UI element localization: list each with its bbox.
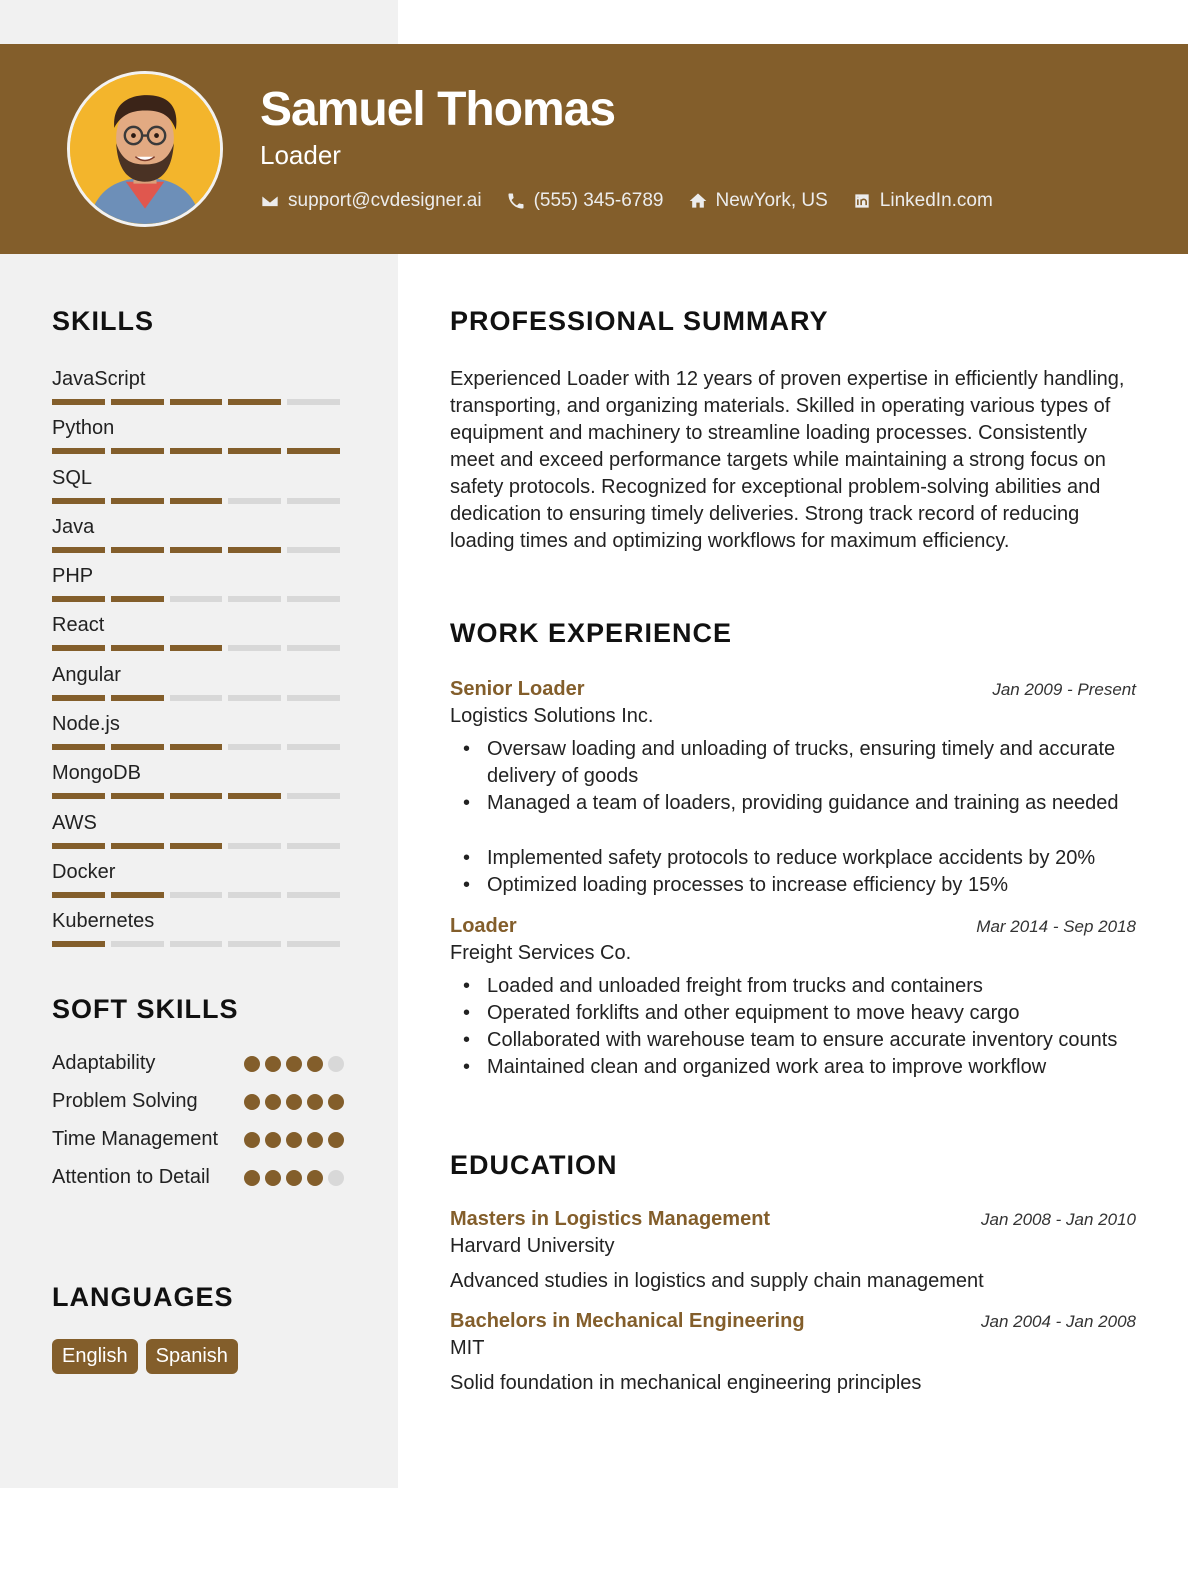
skill-level-segment (52, 399, 105, 405)
skill-level-segment (170, 941, 223, 947)
skill-level-segment (52, 892, 105, 898)
education-entry (450, 1310, 1136, 1395)
skill-item (52, 859, 344, 908)
skill-level-segment (287, 448, 340, 454)
skill-level-bar (52, 448, 344, 454)
candidate-title: Loader (260, 140, 341, 170)
home-icon (688, 191, 708, 211)
skill-level-segment (228, 744, 281, 750)
linkedin-icon (852, 191, 872, 211)
skill-level-segment (52, 843, 105, 849)
skill-level-segment (228, 645, 281, 651)
job-bullet: • Oversaw loading and unloading of trucks, ensuring timely and accurate delivery of goods (450, 736, 1136, 790)
job-bullet: • Operated forklifts and other equipment to move heavy cargo (450, 1000, 1136, 1027)
skill-level-segment (52, 498, 105, 504)
skill-item (52, 612, 344, 661)
skill-level-segment (52, 596, 105, 602)
phone-icon (506, 191, 526, 211)
skill-level-segment (228, 843, 281, 849)
contact-phone-text: (555) 345-6789 (533, 190, 664, 211)
skill-level-segment (111, 399, 164, 405)
skill-level-segment (111, 892, 164, 898)
rating-dot (244, 1056, 260, 1072)
skill-level-segment (170, 793, 223, 799)
skills-list (52, 366, 344, 958)
job-dates: Jan 2009 - Present (992, 680, 1136, 699)
job-bullet: • Implemented safety protocols to reduce workplace accidents by 20% (450, 845, 1136, 872)
rating-dot (265, 1170, 281, 1186)
degree-title: Bachelors in Mechanical Engineering (450, 1310, 805, 1332)
education-dates: Jan 2004 - Jan 2008 (980, 1312, 1136, 1331)
avatar-illustration (70, 74, 220, 224)
skill-level-segment (287, 843, 340, 849)
skill-level-segment (287, 695, 340, 701)
education-dates: Jan 2008 - Jan 2010 (980, 1210, 1136, 1229)
school-name: Harvard University (450, 1235, 615, 1257)
language-badge: Spanish (146, 1339, 238, 1374)
skill-item (52, 760, 344, 809)
skill-level-segment (228, 547, 281, 553)
skill-level-bar (52, 645, 344, 651)
job-bullet: • Optimized loading processes to increase efficiency by 15% (450, 872, 1136, 899)
skill-level-segment (228, 448, 281, 454)
rating-dot (265, 1132, 281, 1148)
soft-skill-item (52, 1088, 344, 1114)
job-dates: Mar 2014 - Sep 2018 (976, 917, 1136, 936)
summary-heading: PROFESSIONAL SUMMARY (450, 306, 829, 336)
skill-item (52, 810, 344, 859)
job-entry (450, 678, 1136, 899)
skill-level-segment (170, 498, 223, 504)
skill-level-segment (170, 645, 223, 651)
skill-level-segment (170, 399, 223, 405)
rating-dot (265, 1056, 281, 1072)
education-heading: EDUCATION (450, 1150, 618, 1180)
skill-level-segment (170, 892, 223, 898)
skill-level-segment (111, 941, 164, 947)
skill-name: Node.js (52, 713, 120, 736)
skill-level-segment (111, 793, 164, 799)
skill-level-segment (170, 448, 223, 454)
soft-skill-rating (244, 1170, 344, 1186)
skill-name: Docker (52, 860, 116, 883)
job-title: Senior Loader (450, 678, 585, 700)
skill-name: AWS (52, 811, 97, 834)
soft-skill-item (52, 1164, 344, 1190)
skill-level-segment (111, 843, 164, 849)
skill-level-segment (52, 793, 105, 799)
skill-name: Java (52, 515, 95, 538)
skill-level-segment (287, 498, 340, 504)
rating-dot (307, 1170, 323, 1186)
job-bullets (450, 973, 1136, 1081)
rating-dot (307, 1132, 323, 1148)
skill-level-segment (287, 892, 340, 898)
education-entry (450, 1208, 1136, 1293)
rating-dot (244, 1170, 260, 1186)
skill-level-bar (52, 744, 344, 750)
skill-level-segment (170, 596, 223, 602)
skill-level-segment (228, 695, 281, 701)
rating-dot (286, 1170, 302, 1186)
degree-title: Masters in Logistics Management (450, 1208, 771, 1230)
soft-skill-item (52, 1126, 344, 1152)
education-description: Advanced studies in logistics and supply chain management (450, 1270, 984, 1292)
skill-level-segment (287, 744, 340, 750)
skill-level-bar (52, 695, 344, 701)
job-bullet: • Managed a team of loaders, providing guidance and training as needed (450, 790, 1136, 817)
languages-heading: LANGUAGES (52, 1282, 234, 1312)
skill-name: Python (52, 417, 115, 440)
skill-level-segment (287, 547, 340, 553)
skills-heading: SKILLS (52, 306, 155, 336)
skill-level-segment (228, 498, 281, 504)
soft-skill-rating (244, 1094, 344, 1110)
skill-item (52, 366, 344, 415)
job-bullet: • Maintained clean and organized work area to improve workflow (450, 1054, 1136, 1081)
skill-level-bar (52, 399, 344, 405)
skill-level-segment (52, 547, 105, 553)
skill-level-segment (228, 399, 281, 405)
skill-level-segment (287, 941, 340, 947)
contact-phone[interactable] (506, 190, 664, 212)
summary-text: Experienced Loader with 12 years of proven expertise in efficiently handling, transporting, and organizing materials. Skilled in operating various types of equipment and machinery to streamline loading processes. Consistently meet and exceed performance targets while maintaining a strong focus on safety protocols. Recognized for exceptional problem-solving abilities and dedication to ensuring timely deliveries. Strong track record of reducing loading times and optimizing workflows for maximum efficiency. (450, 368, 1125, 552)
skill-item (52, 514, 344, 563)
school-name: MIT (450, 1337, 485, 1359)
candidate-name: Samuel Thomas (260, 83, 616, 136)
soft-skills-list (52, 1050, 344, 1202)
contact-info (260, 190, 1017, 212)
experience-heading: WORK EXPERIENCE (450, 618, 733, 648)
skill-name: Angular (52, 663, 121, 686)
contact-email-text: support@cvdesigner.ai (288, 190, 482, 211)
skill-level-segment (111, 645, 164, 651)
skill-level-bar (52, 547, 344, 553)
skill-level-segment (111, 695, 164, 701)
skill-level-segment (170, 744, 223, 750)
education-description: Solid foundation in mechanical engineering principles (450, 1372, 922, 1394)
soft-skill-rating (244, 1056, 344, 1072)
rating-dot (286, 1056, 302, 1072)
skill-level-segment (228, 941, 281, 947)
contact-location (688, 190, 828, 212)
envelope-icon (260, 191, 280, 211)
skill-level-segment (228, 793, 281, 799)
skill-level-segment (52, 645, 105, 651)
skill-level-segment (111, 596, 164, 602)
skill-level-segment (111, 498, 164, 504)
job-entry (450, 915, 1136, 1081)
soft-skill-name: Attention to Detail (52, 1166, 210, 1188)
skill-name: JavaScript (52, 368, 146, 390)
rating-dot (244, 1132, 260, 1148)
skill-level-bar (52, 596, 344, 602)
skill-level-segment (228, 596, 281, 602)
skill-level-segment (228, 892, 281, 898)
soft-skills-heading: SOFT SKILLS (52, 994, 239, 1024)
skill-level-segment (287, 399, 340, 405)
rating-dot (307, 1056, 323, 1072)
skill-level-segment (52, 448, 105, 454)
skill-level-segment (52, 695, 105, 701)
skill-name: PHP (52, 565, 94, 588)
skill-item (52, 711, 344, 760)
rating-dot (265, 1094, 281, 1110)
languages-list (52, 1339, 238, 1374)
job-company: Logistics Solutions Inc. (450, 705, 654, 727)
job-bullet: • Collaborated with warehouse team to ensure accurate inventory counts (450, 1027, 1136, 1054)
language-badge: English (52, 1339, 138, 1374)
skill-level-segment (52, 744, 105, 750)
rating-dot (328, 1170, 344, 1186)
rating-dot (307, 1094, 323, 1110)
soft-skill-name: Time Management (52, 1128, 218, 1150)
rating-dot (328, 1056, 344, 1072)
contact-email[interactable] (260, 190, 482, 212)
rating-dot (244, 1094, 260, 1110)
rating-dot (328, 1094, 344, 1110)
soft-skill-name: Adaptability (52, 1052, 156, 1074)
skill-item (52, 662, 344, 711)
skill-level-segment (170, 695, 223, 701)
skill-item (52, 908, 344, 957)
rating-dot (286, 1094, 302, 1110)
soft-skill-name: Problem Solving (52, 1090, 198, 1112)
skill-level-bar (52, 941, 344, 947)
contact-location-text: NewYork, US (715, 190, 828, 211)
rating-dot (328, 1132, 344, 1148)
contact-linkedin-text: LinkedIn.com (879, 190, 993, 211)
skill-level-segment (287, 596, 340, 602)
profile-photo (67, 71, 223, 227)
skill-level-segment (287, 793, 340, 799)
skill-level-bar (52, 892, 344, 898)
resume-header (0, 44, 1188, 254)
skill-level-bar (52, 793, 344, 799)
skill-level-bar (52, 843, 344, 849)
skill-name: MongoDB (52, 762, 141, 785)
skill-item (52, 465, 344, 514)
rating-dot (286, 1132, 302, 1148)
skill-level-segment (287, 645, 340, 651)
skill-item (52, 563, 344, 612)
job-title: Loader (450, 915, 517, 937)
job-bullet: • Loaded and unloaded freight from trucks and containers (450, 973, 1136, 1000)
soft-skill-rating (244, 1132, 344, 1148)
skill-level-segment (111, 744, 164, 750)
contact-linkedin[interactable] (852, 190, 993, 212)
job-company: Freight Services Co. (450, 942, 632, 964)
skill-level-segment (170, 547, 223, 553)
skill-level-segment (111, 448, 164, 454)
skill-name: React (52, 614, 105, 637)
skill-level-segment (170, 843, 223, 849)
skill-level-segment (52, 941, 105, 947)
job-bullets (450, 736, 1136, 899)
skill-name: Kubernetes (52, 910, 155, 933)
skill-item (52, 415, 344, 464)
soft-skill-item (52, 1050, 344, 1076)
skill-name: SQL (52, 466, 93, 489)
skill-level-segment (111, 547, 164, 553)
skill-level-bar (52, 498, 344, 504)
